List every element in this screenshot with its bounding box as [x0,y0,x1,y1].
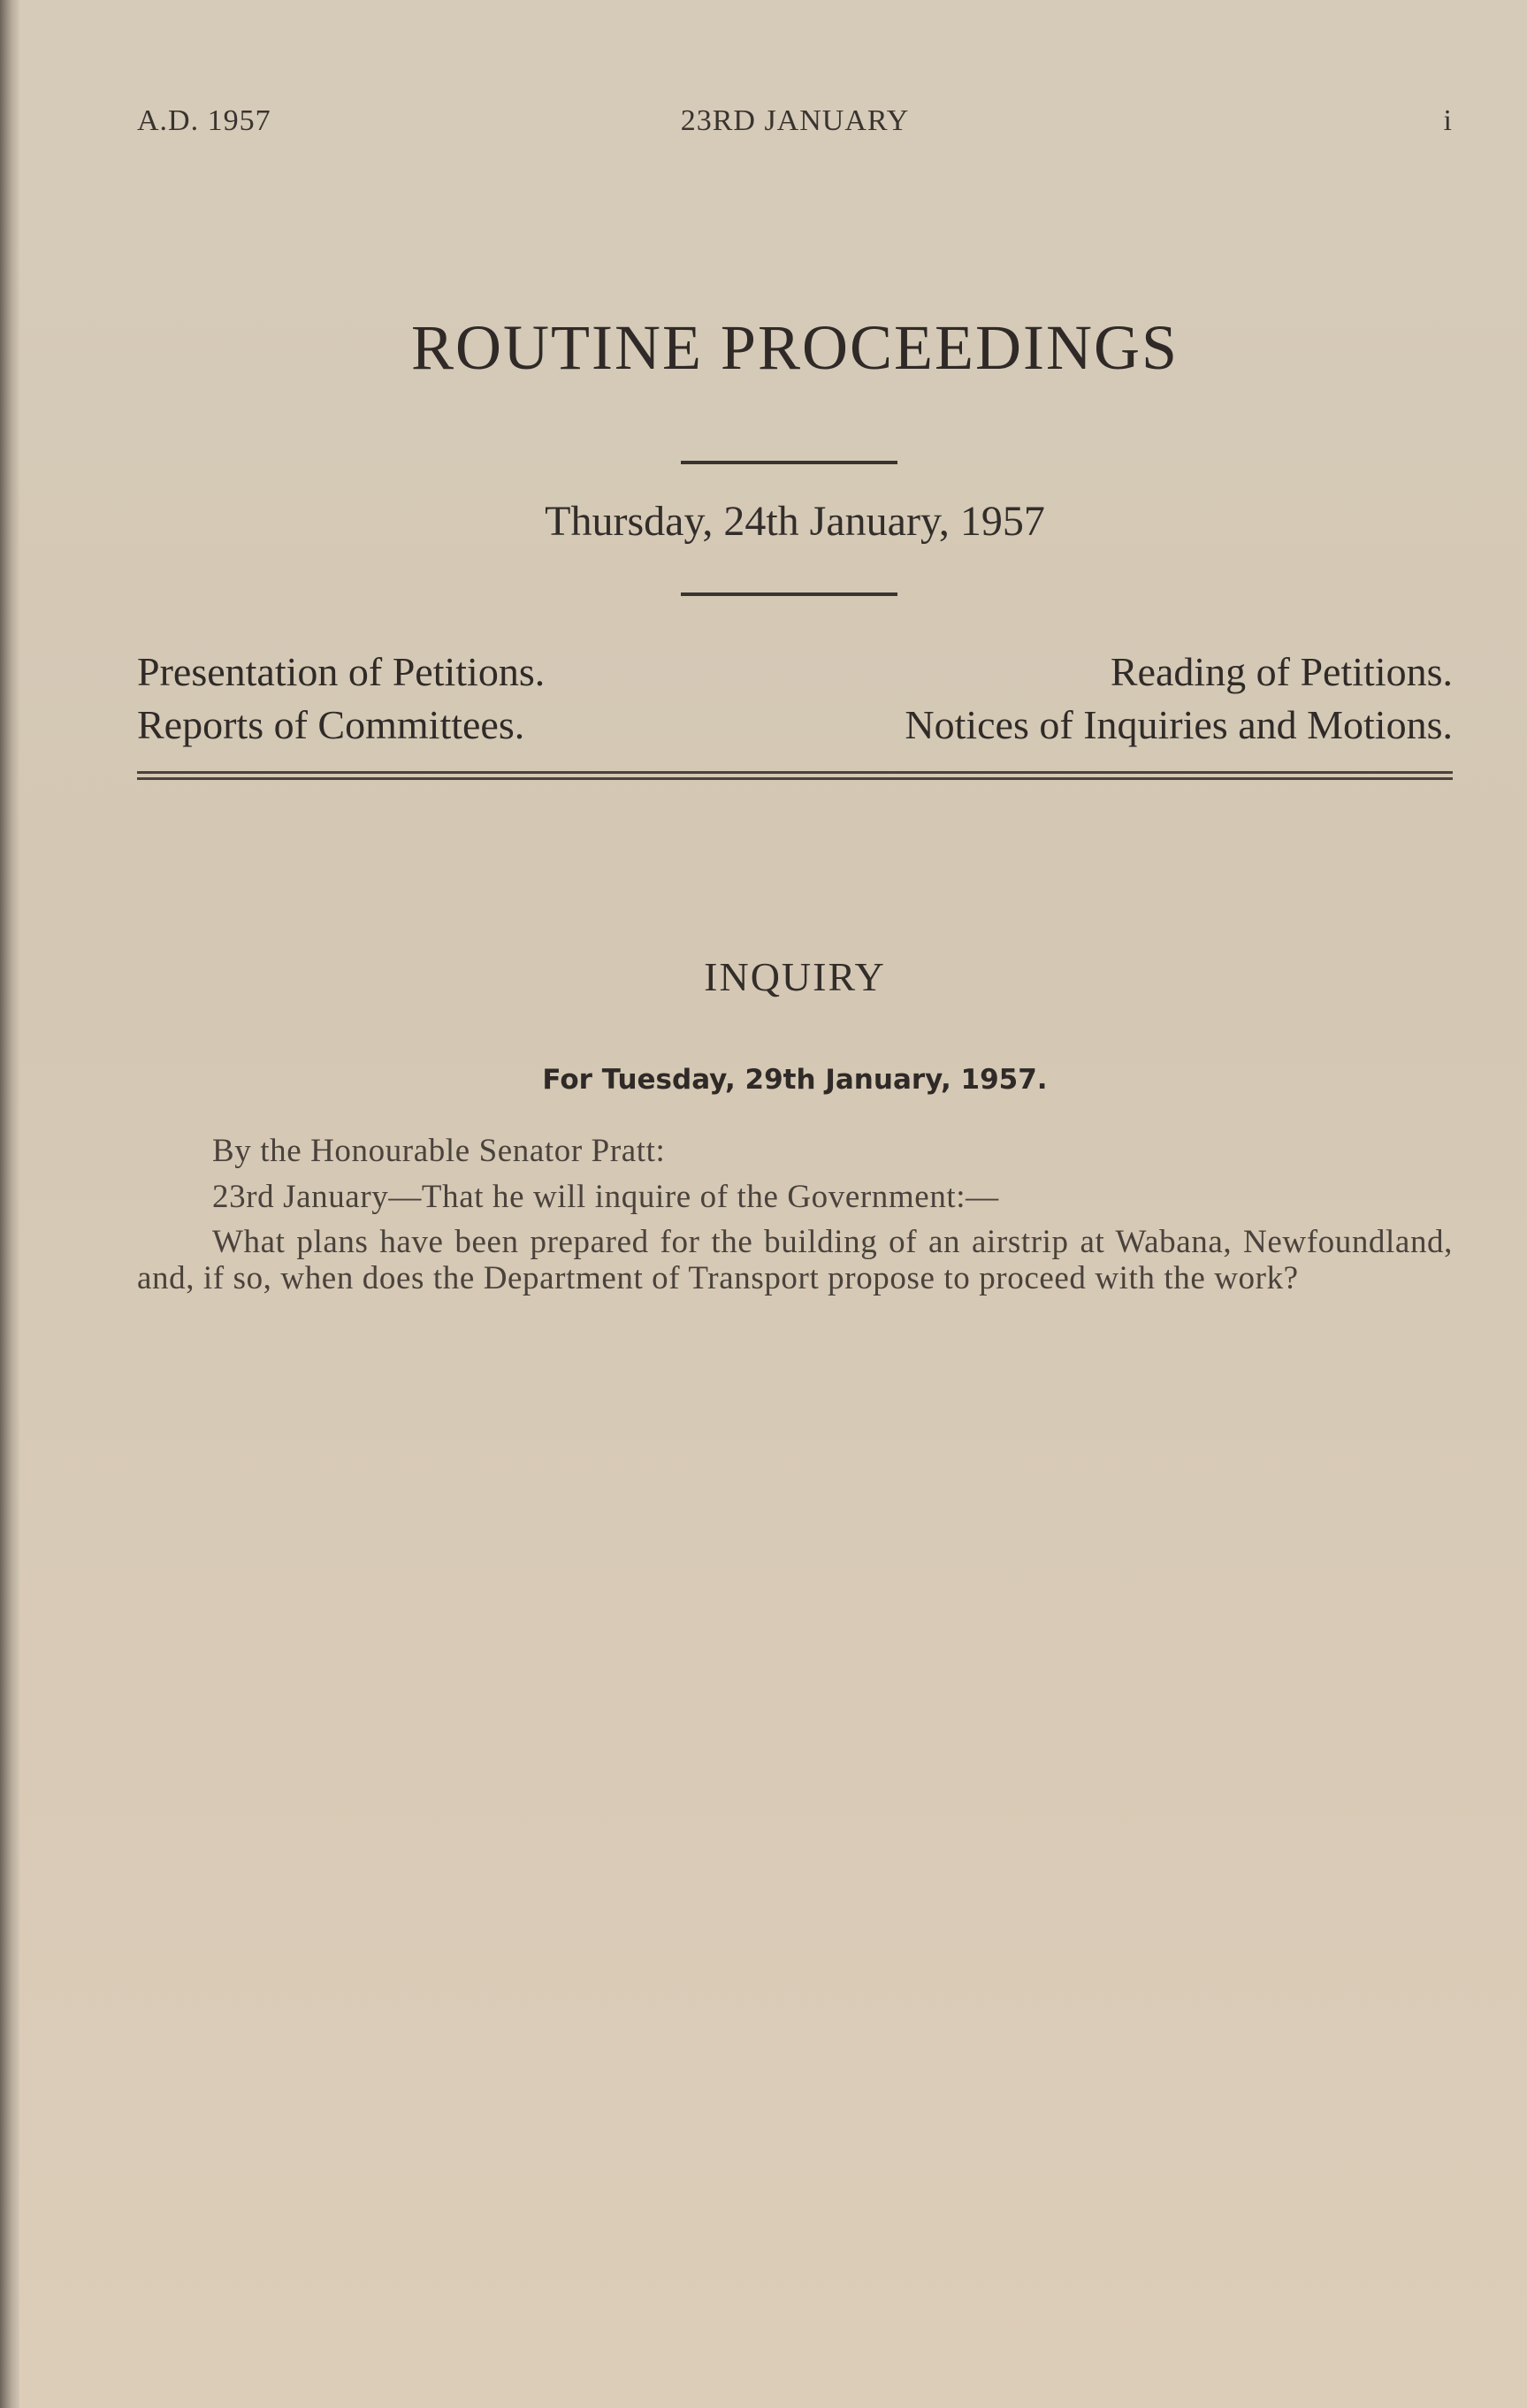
running-head [137,104,1453,149]
page-number: i [1443,104,1453,137]
routine-item: Presentation of Petitions. [137,649,546,694]
inquiry-paragraph: What plans have been prepared for the building of an airstrip at Wabana, Newfoundland, and, if so, when does the Department of Transport propose to proceed with the work? [137,1224,1453,1296]
sitting-date: Thursday, 24th January, 1957 [545,498,1045,545]
routine-item: Reports of Committees. [137,702,525,747]
inquiry-body [137,1132,1453,1303]
page-title: ROUTINE PROCEEDINGS [410,312,1179,383]
inquiry-paragraph: By the Honourable Senator Pratt: [212,1133,666,1169]
routine-items [137,646,1453,752]
routine-items-row [137,699,1453,752]
page-binding-edge [0,0,19,2408]
routine-item: Notices of Inquiries and Motions. [905,702,1453,747]
inquiry-for-date: For Tuesday, 29th January, 1957. [542,1064,1048,1096]
divider-rule-bottom [681,592,897,596]
running-head-year: A.D. 1957 [137,104,271,137]
routine-items-row [137,646,1453,699]
section-heading: INQUIRY [704,954,886,999]
double-divider-rule [137,771,1453,780]
running-head-date: 23RD JANUARY [680,104,910,137]
routine-item: Reading of Petitions. [1110,649,1453,694]
divider-rule-top [681,461,897,464]
inquiry-paragraph: 23rd January—That he will inquire of the Government:— [212,1179,999,1215]
